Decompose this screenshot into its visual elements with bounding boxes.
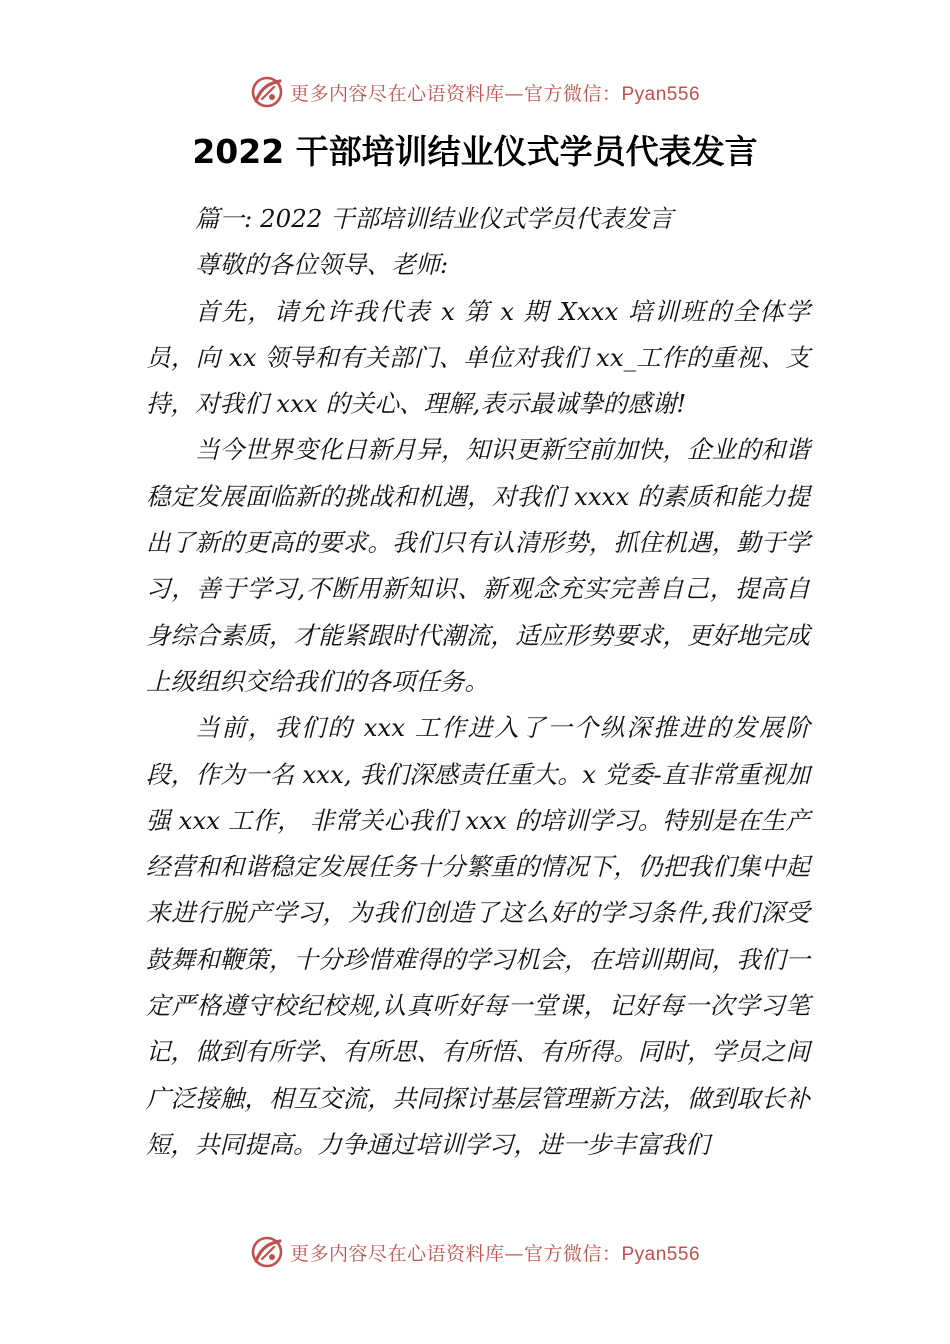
paragraph: 当前，我们的 xxx 工作进入了一个纵深推进的发展阶段，作为一名 xxx, 我们深感责任重大。x 党委-直非常重视加强 xxx 工作， 非常关心我们 xxx 的培训学习。特别是在生产经营和和谐稳定发展任务十分繁重的情况下，仍把我们集中起来进行脱产学习，为我们创造了这么好的学习条件,我们深受鼓舞和鞭策，十分珍惜难得的学习机会，在培训期间，我们一定严格遵守校纪校规,认真听好每一堂课，记好每一次学习笔记，做到有所学、有所思、有所悟、有所得。同时，学员之间广泛接触，相互交流，共同探讨基层管理新方法，做到取长补短，共同提高。力争通过培训学习，进一步丰富我们	[146, 713, 810, 1159]
paragraph: 首先，请允许我代表 x 第 x 期 Xxxx 培训班的全体学员，向 xx 领导和有关部门、单位对我们 xx_工作的重视、支持，对我们 xxx 的关心、理解,表示最诚挚的感谢!	[146, 296, 810, 419]
document-title: 2022 干部培训结业仪式学员代表发言	[192, 132, 758, 171]
watermark-wechat-id: Pyan556	[621, 83, 701, 105]
paragraph-salutation: 尊敬的各位领导、老师:	[195, 250, 449, 280]
brand-logo-icon	[250, 75, 284, 109]
watermark-text: 更多内容尽在心语资料库—官方微信：Pyan556	[289, 1242, 701, 1265]
paragraph-heading: 篇一: 2022 干部培训结业仪式学员代表发言	[195, 204, 674, 233]
brand-logo-icon	[250, 1235, 284, 1269]
paragraph: 当今世界变化日新月异，知识更新空前加快，企业的和谐稳定发展面临新的挑战和机遇，对我们 xxxx 的素质和能力提出了新的更高的要求。我们只有认清形势，抓住机遇，勤于学习，善于学习,不断用新知识、新观念充实完善自己，提高自身综合素质，才能紧跟时代潮流，适应形势要求，更好地完成上级组织交给我们的各项任务。	[146, 435, 810, 696]
watermark-text: 更多内容尽在心语资料库—官方微信：Pyan556	[289, 82, 701, 105]
watermark-wechat-id: Pyan556	[621, 1243, 701, 1265]
document-body	[146, 196, 810, 1168]
watermark-header	[0, 72, 950, 112]
watermark-footer	[0, 1232, 950, 1272]
